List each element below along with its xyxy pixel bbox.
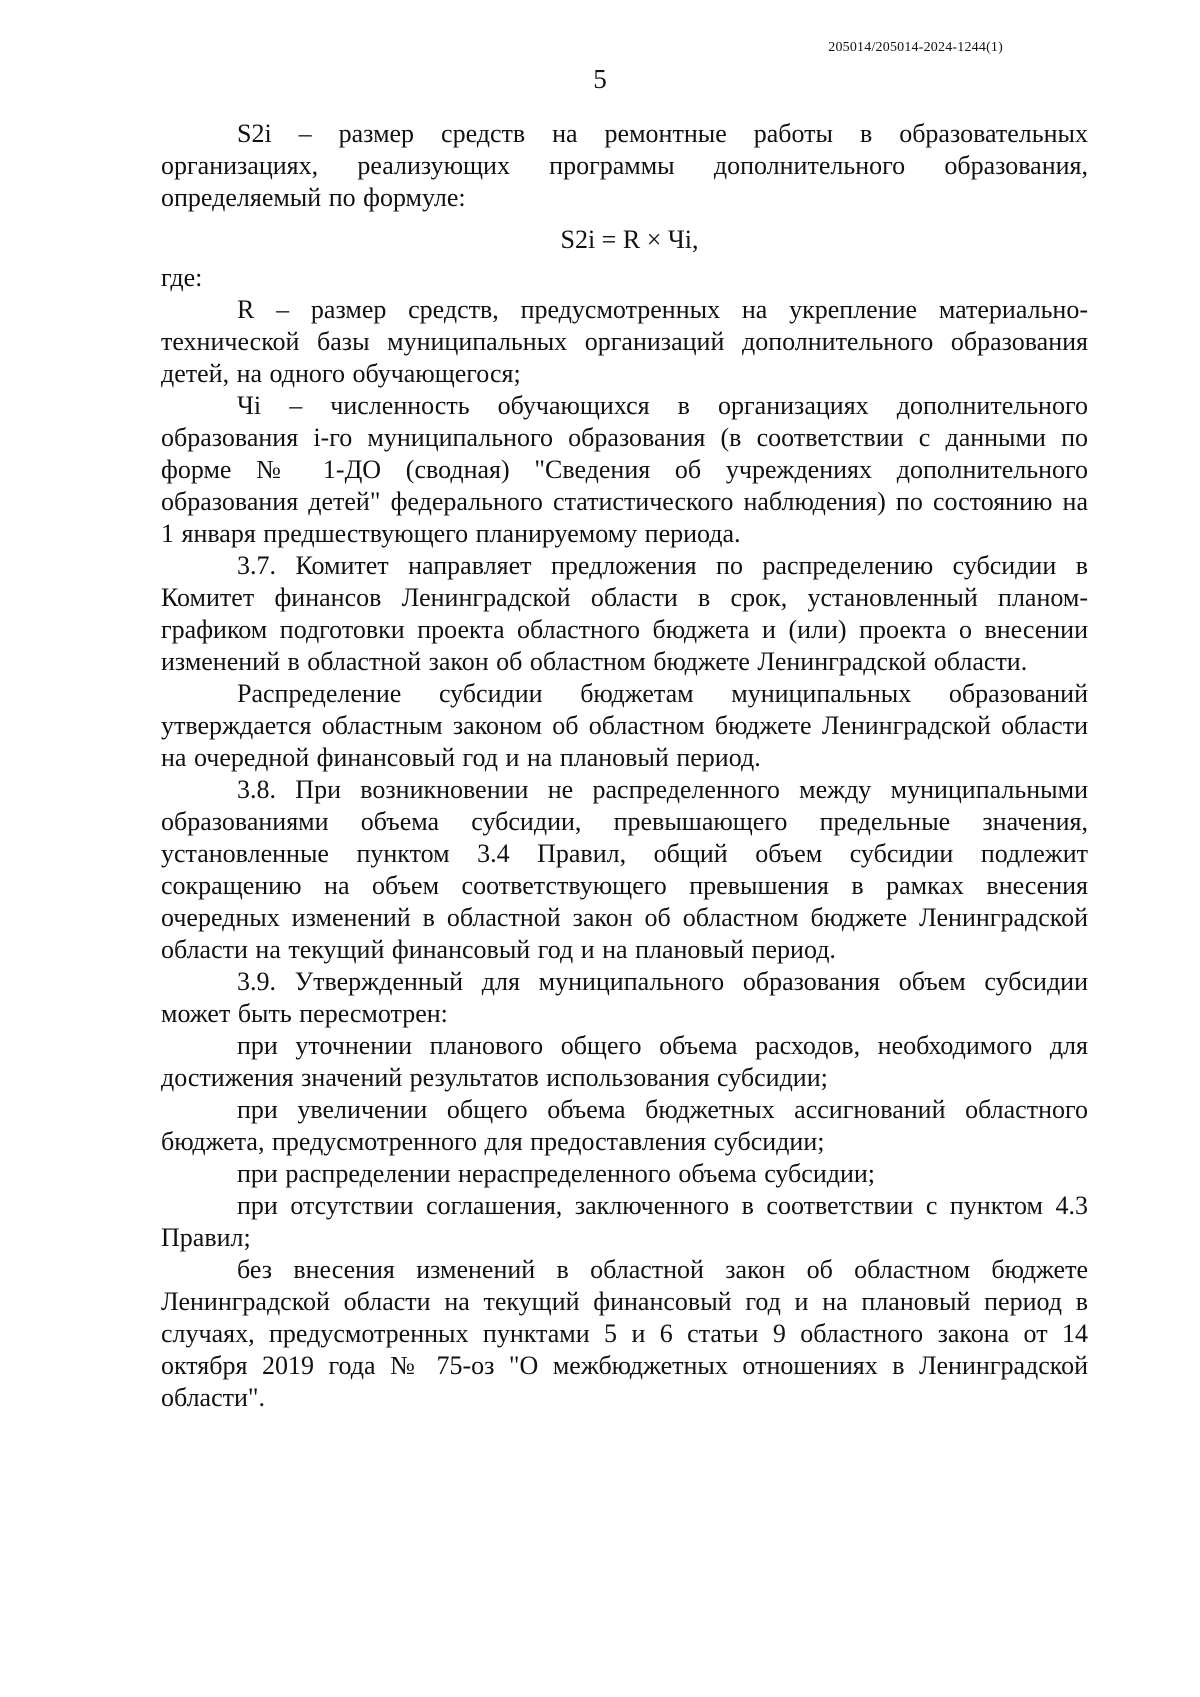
paragraph-3-8: 3.8. При возникновении не распределенного между муниципальными образованиями объема субсидии, превышающего предельные значения, установленные пунктом 3.4 Правил, общий объем субсидии подлежит сокращению на объем соответствующего превышения в рамках внесения очередных изменений в областной закон об областном бюджете Ленинградской области на текущий финансовый год и на плановый период.	[161, 775, 1088, 964]
list-item-distribution: при распределении нераспределенного объема субсидии;	[237, 1159, 876, 1188]
paragraph-3-7: 3.7. Комитет направляет предложения по распределению субсидии в Комитет финансов Ленинградской области в срок, установленный планом-графиком подготовки проекта областного бюджета и (или) проекта о внесении изменений в областной закон об областном бюджете Ленинградской области.	[161, 551, 1088, 676]
list-item-no-agreement: при отсутствии соглашения, заключенного в соответствии с пунктом 4.3 Правил;	[161, 1191, 1088, 1252]
paragraph-chi-definition: Чi – численность обучающихся в организациях дополнительного образования i-го муниципального образования (в соответствии с данными по форме № 1-ДО (сводная) "Сведения об учреждениях дополнительного образования детей" федерального статистического наблюдения) по состоянию на 1 января предшествующего планируемому периода.	[161, 391, 1088, 548]
paragraph-3-9: 3.9. Утвержденный для муниципального образования объем субсидии может быть пересмотрен:	[161, 967, 1088, 1028]
paragraph-distribution: Распределение субсидии бюджетам муниципальных образований утверждается областным законом об областном бюджете Ленинградской области на очередной финансовый год и на плановый период.	[161, 679, 1088, 772]
paragraph-r-definition: R – размер средств, предусмотренных на укрепление материально-технической базы муниципальных организаций дополнительного образования детей, на одного обучающегося;	[161, 295, 1088, 388]
list-item-without-changes: без внесения изменений в областной закон об областном бюджете Ленинградской области на текущий финансовый год и на плановый период в случаях, предусмотренных пунктами 5 и 6 статьи 9 областного закона от 14 октября 2019 года № 75-оз "О межбюджетных отношениях в Ленинградской области".	[161, 1255, 1088, 1412]
document-id: 205014/205014-2024-1244(1)	[828, 40, 1003, 55]
formula: S2i = R × Чi,	[560, 225, 699, 254]
where-label: где:	[161, 263, 203, 292]
document-body	[161, 118, 1088, 1414]
list-item-clarification: при уточнении планового общего объема расходов, необходимого для достижения значений результатов использования субсидии;	[161, 1031, 1088, 1092]
paragraph-s2i-definition: S2i – размер средств на ремонтные работы в образовательных организациях, реализующих программы дополнительного образования, определяемый по формуле:	[161, 119, 1088, 212]
page-number: 5	[593, 64, 607, 94]
list-item-increase: при увеличении общего объема бюджетных ассигнований областного бюджета, предусмотренного для предоставления субсидии;	[161, 1095, 1088, 1156]
